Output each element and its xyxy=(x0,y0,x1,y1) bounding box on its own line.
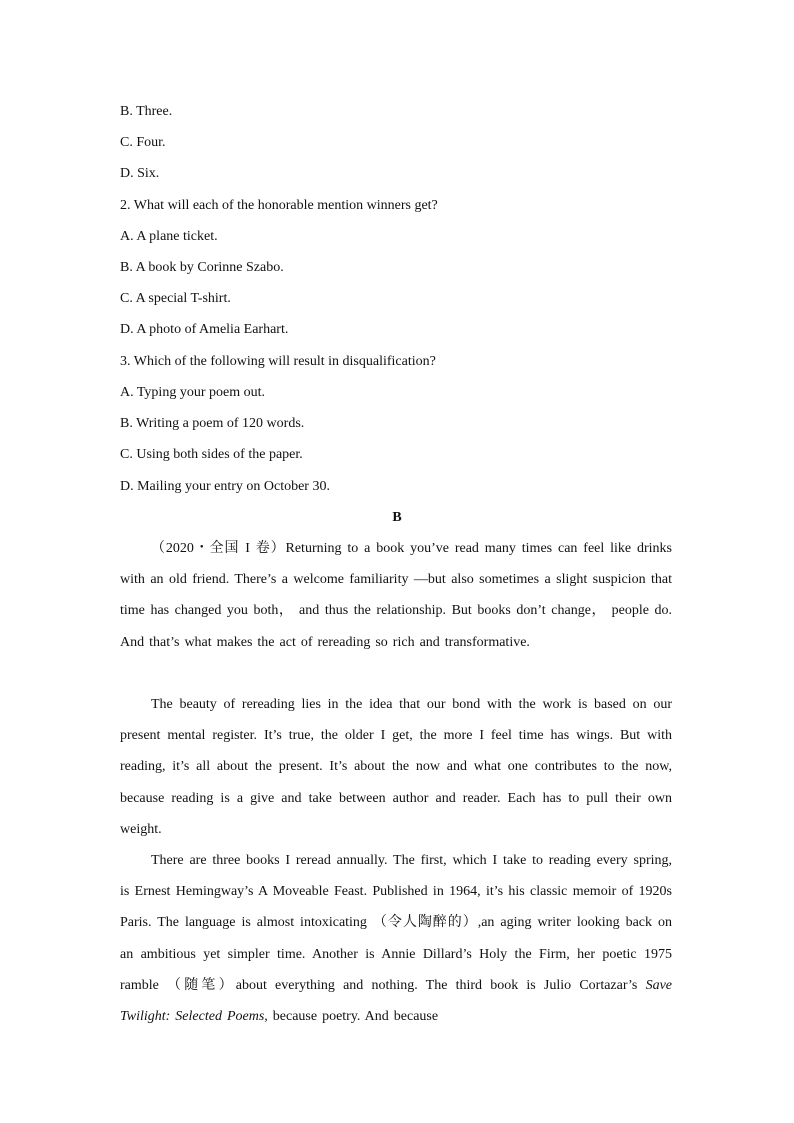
q3-option-a: A. Typing your poem out. xyxy=(120,385,265,400)
section-b-paragraph-1: （2020・全国 I 卷）Returning to a book you’ve read many times can feel like drinks with an old friend. There’s a welcome familiarity —but also sometimes a slight suspicion that time has changed you both， and thus the relationship. But books don’t change， people do. And that’s what makes the act of rereading so rich and transformative. xyxy=(120,541,672,650)
section-b-paragraph-2: The beauty of rereading lies in the idea that our bond with the work is based on our present mental register. It’s true, the older I get, the more I feel time has wings. But with reading, it’s all about the present. It’s about the now and what one contributes to the now, because reading is a give and take between author and reader. Each has to pull their own weight. xyxy=(120,697,672,837)
q3-option-c: C. Using both sides of the paper. xyxy=(120,447,303,462)
q1-option-b: B. Three. xyxy=(120,104,173,119)
section-b-paragraph-3 xyxy=(120,845,672,1032)
paragraph-3-text: There are three books I reread annually. The first, which I take to reading every spring, is Ernest Hemingway’s A Moveable Feast. Published in 1964, it’s his classic memoir of 1920s Paris. The language is almost intoxicating （令人陶醉的）,an aging writer looking back on an ambitious yet simpler time. Another is Annie Dillard’s Holy the Firm, her poetic 1975 ramble （随笔）about everything and nothing. The third book is Julio Cortazar’s xyxy=(120,853,672,993)
q3-option-d: D. Mailing your entry on October 30. xyxy=(120,479,330,494)
paragraph-3-text-end: , because poetry. And because xyxy=(264,1009,439,1025)
q3-option-b: B. Writing a poem of 120 words. xyxy=(120,416,305,431)
q1-option-c: C. Four. xyxy=(120,135,166,150)
q2-option-c: C. A special T-shirt. xyxy=(120,291,231,306)
q2-option-b: B. A book by Corinne Szabo. xyxy=(120,260,284,275)
q3-stem: 3. Which of the following will result in disqualification? xyxy=(120,354,436,369)
q1-option-d: D. Six. xyxy=(120,166,160,181)
q2-option-a: A. A plane ticket. xyxy=(120,229,218,244)
q2-stem: 2. What will each of the honorable mention winners get? xyxy=(120,198,438,213)
section-b-heading: B xyxy=(392,510,402,525)
book-title-save-twilight: Save Twilight: Selected Poems xyxy=(120,977,672,1025)
q2-option-d: D. A photo of Amelia Earhart. xyxy=(120,322,289,337)
